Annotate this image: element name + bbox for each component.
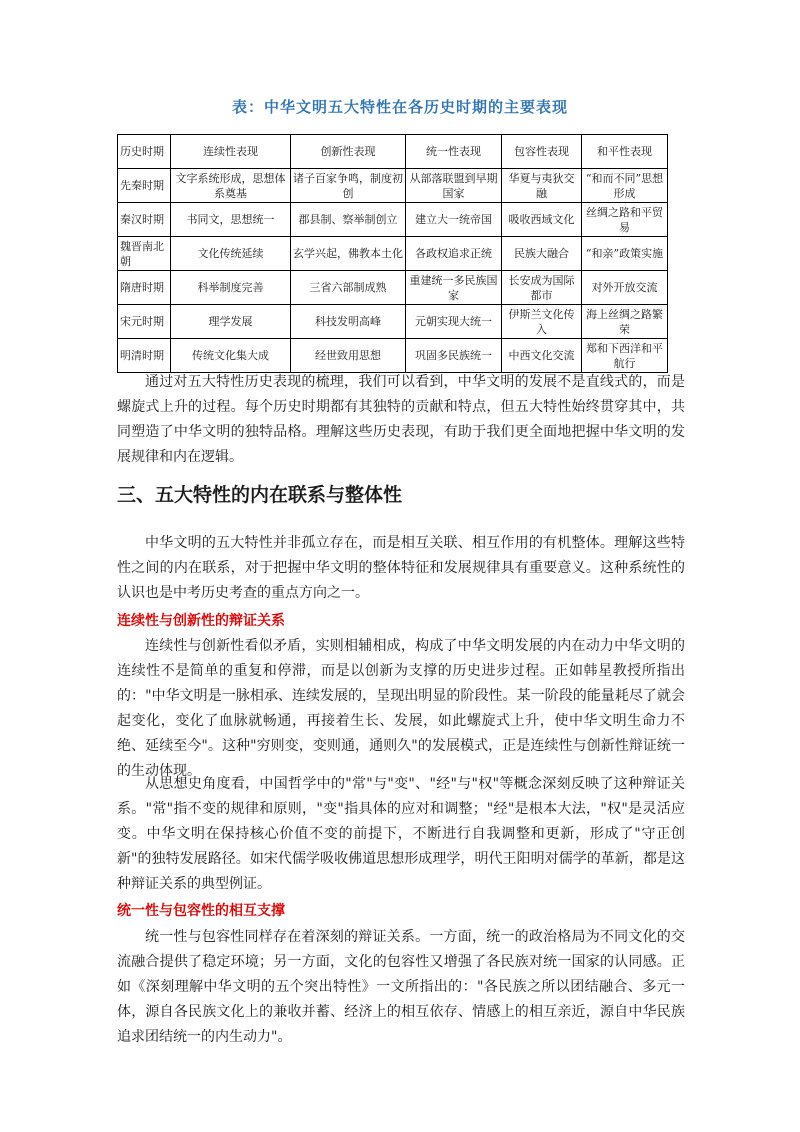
period-cell: 明清时期 — [118, 339, 171, 373]
table-cell: 丝绸之路和平贸易 — [582, 203, 668, 237]
table-cell: 诸子百家争鸣，制度初创 — [291, 169, 406, 203]
period-cell: 宋元时期 — [118, 305, 171, 339]
table-cell: 文化传统延续 — [171, 237, 291, 271]
table-cell: 玄学兴起，佛教本土化 — [291, 237, 406, 271]
period-cell: 秦汉时期 — [118, 203, 171, 237]
header-cell: 包容性表现 — [502, 135, 582, 169]
table-cell: 海上丝绸之路繁荣 — [582, 305, 668, 339]
table-row — [118, 305, 668, 339]
table-cell: 长安成为国际都市 — [502, 271, 582, 305]
table-cell: 郡县制、察举制创立 — [291, 203, 406, 237]
table-cell: 书同文，思想统一 — [171, 203, 291, 237]
table-cell: 科技发明高峰 — [291, 305, 406, 339]
table-title: 表：中华文明五大特性在各历史时期的主要表现 — [231, 98, 568, 116]
table-cell: 对外开放交流 — [582, 271, 668, 305]
table-cell: “和亲”政策实施 — [582, 237, 668, 271]
table-row — [118, 271, 668, 305]
table-cell: 华夏与夷狄交融 — [502, 169, 582, 203]
table-row — [118, 169, 668, 203]
period-cell: 魏晋南北朝 — [118, 237, 171, 271]
period-cell: 先秦时期 — [118, 169, 171, 203]
table-cell: 建立大一统帝国 — [406, 203, 502, 237]
history-table — [117, 134, 668, 373]
table-cell: 各政权追求正统 — [406, 237, 502, 271]
table-cell: 重建统一多民族国家 — [406, 271, 502, 305]
table-cell: 理学发展 — [171, 305, 291, 339]
header-cell: 连续性表现 — [171, 135, 291, 169]
unity-inclusiveness-paragraph-1: 统一性与包容性同样存在着深刻的辩证关系。一方面，统一的政治格局为不同文化的交流融合提供了稳定环境；另一方面，文化的包容性又增强了各民族对统一国家的认同感。正如《深刻理解中华文明的五个突出特性》一文所指出的："各民族之所以团结融合、多元一体，源自各民族文化上的兼收并蓄、经济上的相互依存、情感上的相互亲近，源自中华民族追求团结统一的内生动力"。 — [117, 929, 685, 1045]
continuity-innovation-paragraph-1: 连续性与创新性看似矛盾，实则相辅相成，构成了中华文明发展的内在动力中华文明的连续性不是简单的重复和停滞，而是以创新为支撑的历史进步过程。正如韩星教授所指出的："中华文明是一脉相承、连续发展的，呈现出明显的阶段性。某一阶段的能量耗尽了就会起变化，变化了血脉就畅通，再接着生长、发展，如此螺旋式上升，使中华文明生命力不绝、延续至今"。这种"穷则变，变则通，通则久"的发展模式，正是连续性与创新性辩证统一的生动体现。 — [117, 638, 685, 779]
table-cell: 郑和下西洋和平航行 — [582, 339, 668, 373]
header-cell: 创新性表现 — [291, 135, 406, 169]
table-cell: “和而不同”思想形成 — [582, 169, 668, 203]
table-cell: 文字系统形成，思想体系奠基 — [171, 169, 291, 203]
header-cell: 和平性表现 — [582, 135, 668, 169]
table-cell: 经世致用思想 — [291, 339, 406, 373]
table-cell: 伊斯兰文化传入 — [502, 305, 582, 339]
header-cell: 历史时期 — [118, 135, 171, 169]
table-header-row — [118, 135, 668, 169]
summary-paragraph: 通过对五大特性历史表现的梳理，我们可以看到，中华文明的发展不是直线式的，而是螺旋式上升的过程。每个历史时期都有其独特的贡献和特点，但五大特性始终贯穿其中，共同塑造了中华文明的独特品格。理解这些历史表现，有助于我们更全面地把握中华文明的发展规律和内在逻辑。 — [117, 374, 685, 465]
table-cell: 中西文化交流 — [502, 339, 582, 373]
table-cell: 三省六部制成熟 — [291, 271, 406, 305]
period-cell: 隋唐时期 — [118, 271, 171, 305]
continuity-innovation-paragraph-2: 从思想史角度看，中国哲学中的"常"与"变"、"经"与"权"等概念深刻反映了这种辩证关系。"常"指不变的规律和原则，"变"指具体的应对和调整；"经"是根本大法，"权"是灵活应变。中华文明在保持核心价值不变的前提下，不断进行自我调整和更新，形成了"守正创新"的独特发展路径。如宋代儒学吸收佛道思想形成理学，明代王阳明对儒学的革新，都是这种辩证关系的典型例证。 — [117, 776, 685, 892]
table-cell: 传统文化集大成 — [171, 339, 291, 373]
section-heading: 三、五大特性的内在联系与整体性 — [117, 484, 403, 506]
table-cell: 吸收西域文化 — [502, 203, 582, 237]
subsection-heading-unity-inclusiveness: 统一性与包容性的相互支撑 — [117, 903, 285, 919]
table-row — [118, 203, 668, 237]
section-intro-paragraph: 中华文明的五大特性并非孤立存在，而是相互关联、相互作用的有机整体。理解这些特性之间的内在联系，对于把握中华文明的整体特征和发展规律具有重要意义。这种系统性的认识也是中考历史考查的重点方向之一。 — [117, 535, 685, 601]
table-cell: 从部落联盟到早期国家 — [406, 169, 502, 203]
subsection-heading-continuity-innovation: 连续性与创新性的辩证关系 — [117, 613, 285, 629]
header-cell: 统一性表现 — [406, 135, 502, 169]
table-row — [118, 237, 668, 271]
table-row — [118, 339, 668, 373]
table-cell: 民族大融合 — [502, 237, 582, 271]
table-cell: 科举制度完善 — [171, 271, 291, 305]
table-cell: 元朝实现大统一 — [406, 305, 502, 339]
table-cell: 巩固多民族统一 — [406, 339, 502, 373]
